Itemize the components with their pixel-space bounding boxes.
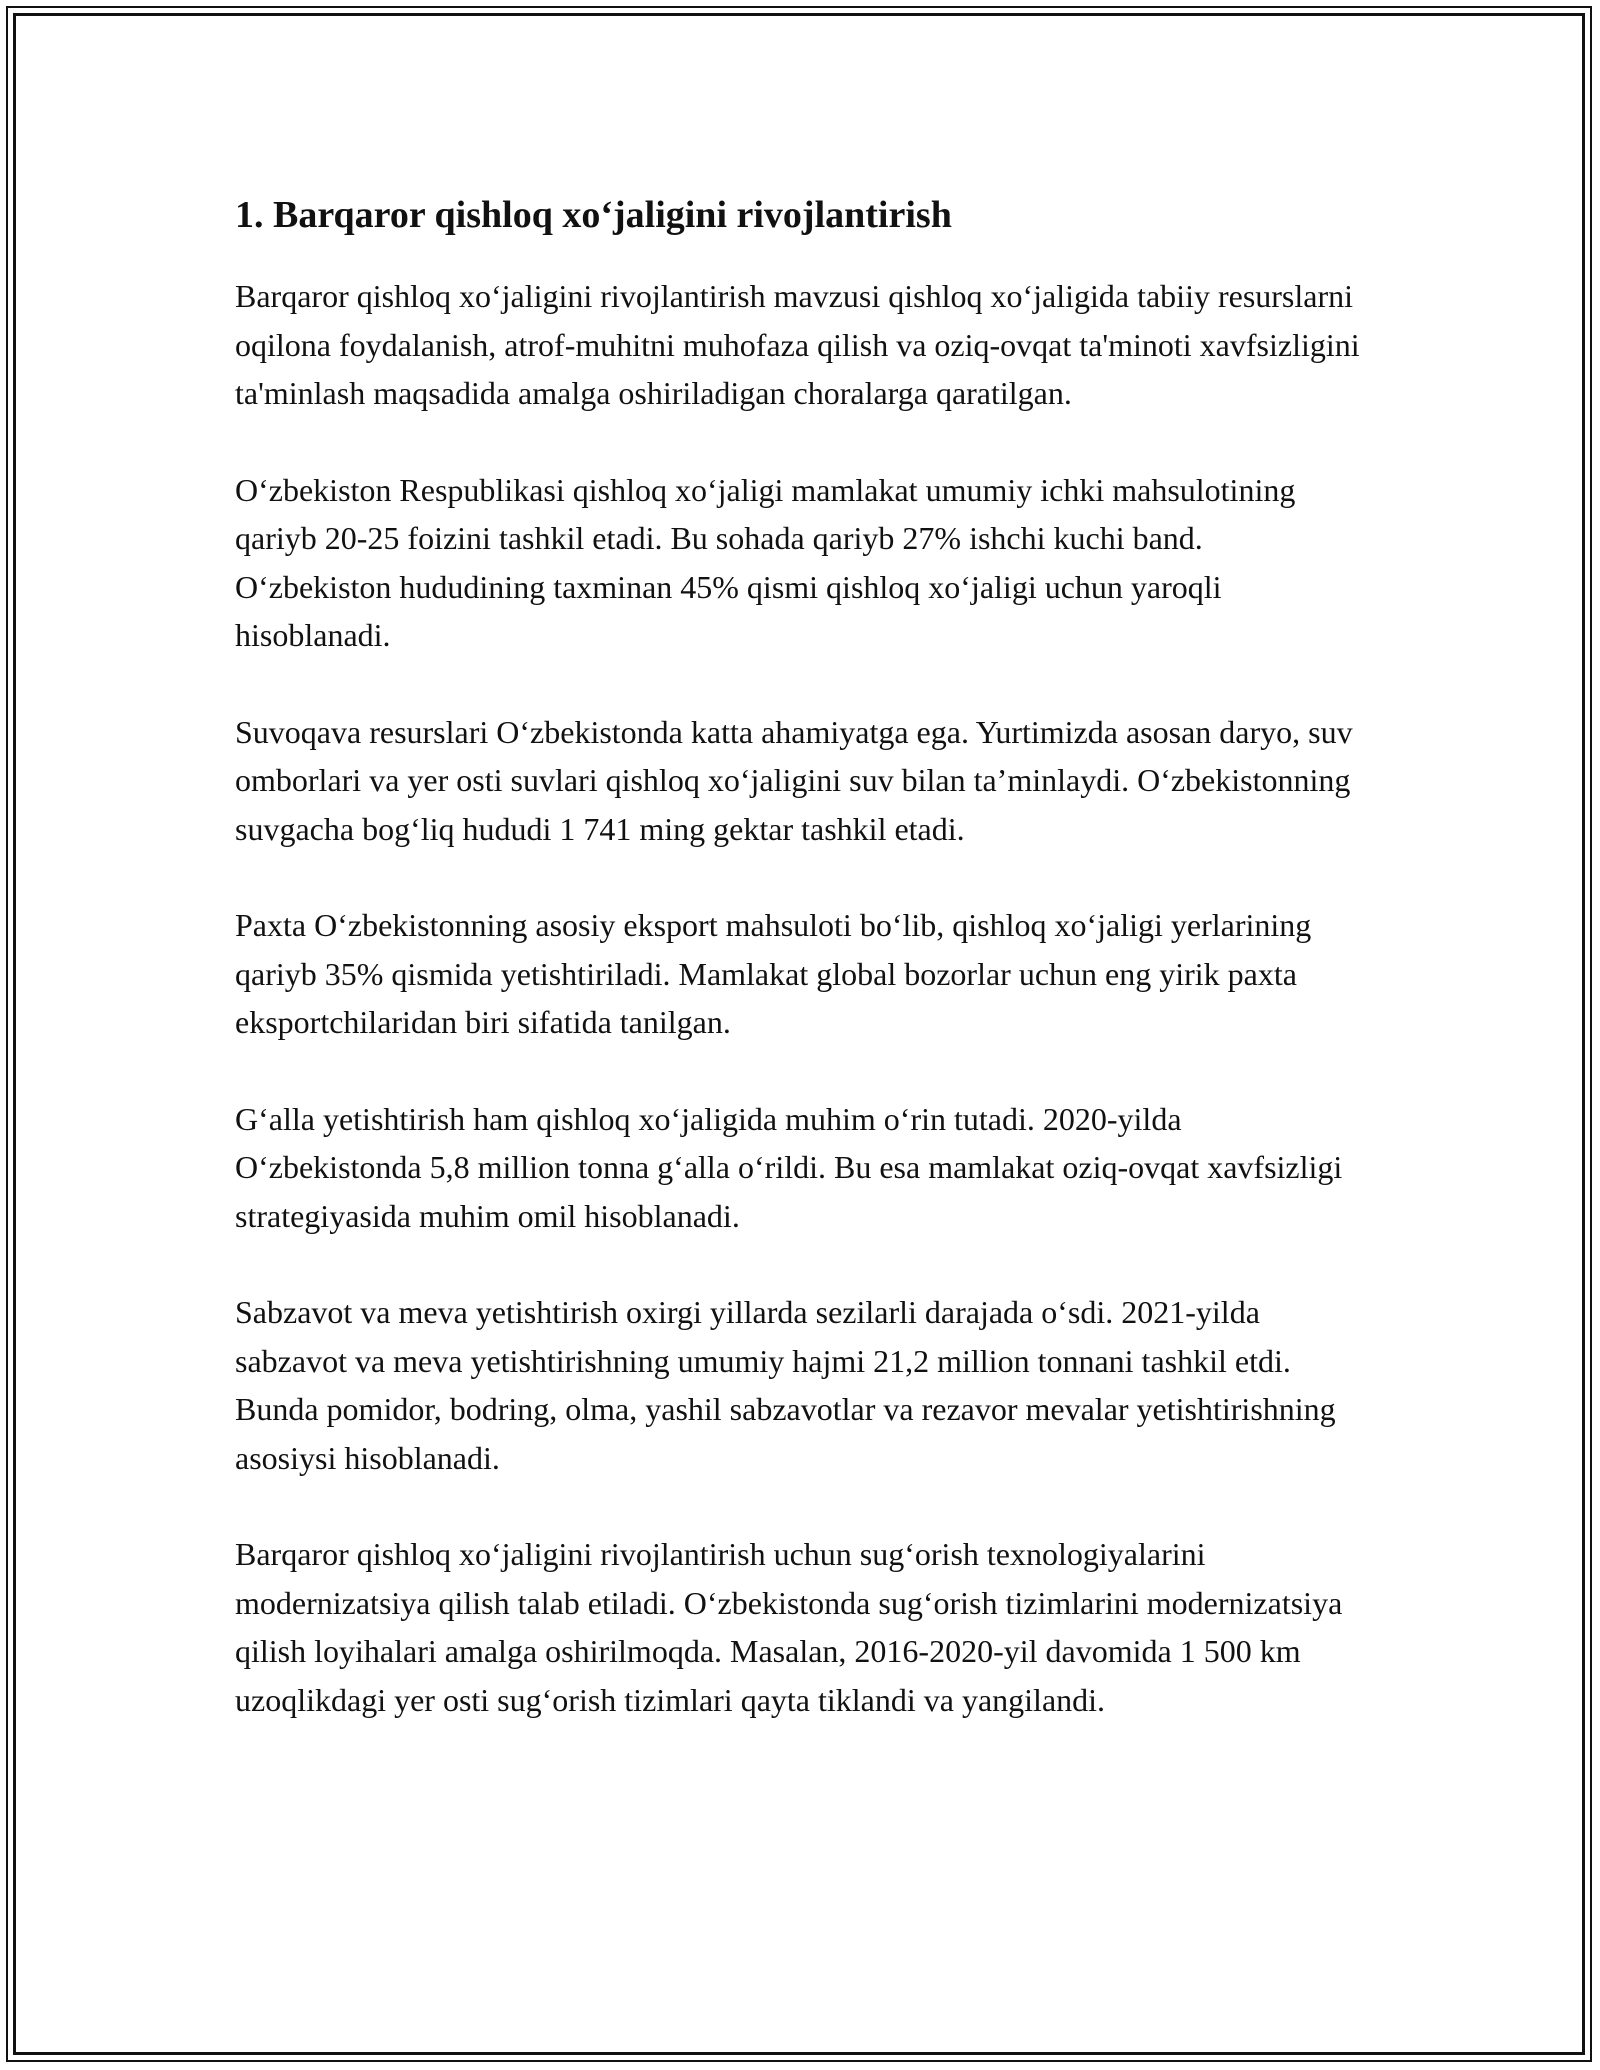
section-heading: 1. Barqaror qishloq xo‘jaligini rivojlantirish [235, 194, 952, 236]
paragraph-intro: Barqaror qishloq xo‘jaligini rivojlantirish mavzusi qishloq xo‘jaligida tabiiy resurslarni oqilona foydalanish, atrof-muhitni muhofaza qilish va oziq-ovqat ta'minoti xavfsizligini ta'minlash maqsadida amalga oshiriladigan choralarga qaratilgan. [235, 278, 1360, 411]
document-body [235, 186, 1365, 1772]
paragraph-grain: G‘alla yetishtirish ham qishloq xo‘jaligida muhim o‘rin tutadi. 2020-yilda O‘zbekistonda 5,8 million tonna g‘alla o‘rildi. Bu esa mamlakat oziq-ovqat xavfsizligi strategiyasida muhim omil hisoblanadi. [235, 1100, 1343, 1234]
paragraph-vegetables-fruits: Sabzavot va meva yetishtirish oxirgi yillarda sezilarli darajada o‘sdi. 2021-yilda sabzavot va meva yetishtirishning umumiy hajmi 21,2 million tonnani tashkil etdi. Bunda pomidor, bodring, olma, yashil sabzavotlar va rezavor mevalar yetishtirishning asosiysi hisoblanadi. [235, 1294, 1336, 1476]
paragraph-irrigation: Barqaror qishloq xo‘jaligini rivojlantirish uchun sug‘orish texnologiyalarini modernizatsiya qilish talab etiladi. O‘zbekistonda sug‘orish tizimlarini modernizatsiya qilish loyihalari amalga oshirilmoqda. Masalan, 2016-2020-yil davomida 1 500 km uzoqlikdagi yer osti sug‘orish tizimlari qayta tiklandi va yangilandi. [235, 1536, 1343, 1718]
paragraph-water-resources: Suvoqava resurslari O‘zbekistonda katta ahamiyatga ega. Yurtimizda asosan daryo, suv omborlari va yer osti suvlari qishloq xo‘jaligini suv bilan ta’minlaydi. O‘zbekistonning suvgacha bog‘liq hududi 1 741 ming gektar tashkil etadi. [235, 713, 1353, 847]
paragraph-cotton: Paxta O‘zbekistonning asosiy eksport mahsuloti bo‘lib, qishloq xo‘jaligi yerlarining qariyb 35% qismida yetishtiriladi. Mamlakat global bozorlar uchun eng yirik paxta eksportchilaridan biri sifatida tanilgan. [235, 907, 1312, 1040]
paragraph-economy: O‘zbekiston Respublikasi qishloq xo‘jaligi mamlakat umumiy ichki mahsulotining qariyb 20-25 foizini tashkil etadi. Bu sohada qariyb 27% ishchi kuchi band. O‘zbekiston hududining taxminan 45% qismi qishloq xo‘jaligi uchun yaroqli hisoblanadi. [235, 471, 1296, 653]
